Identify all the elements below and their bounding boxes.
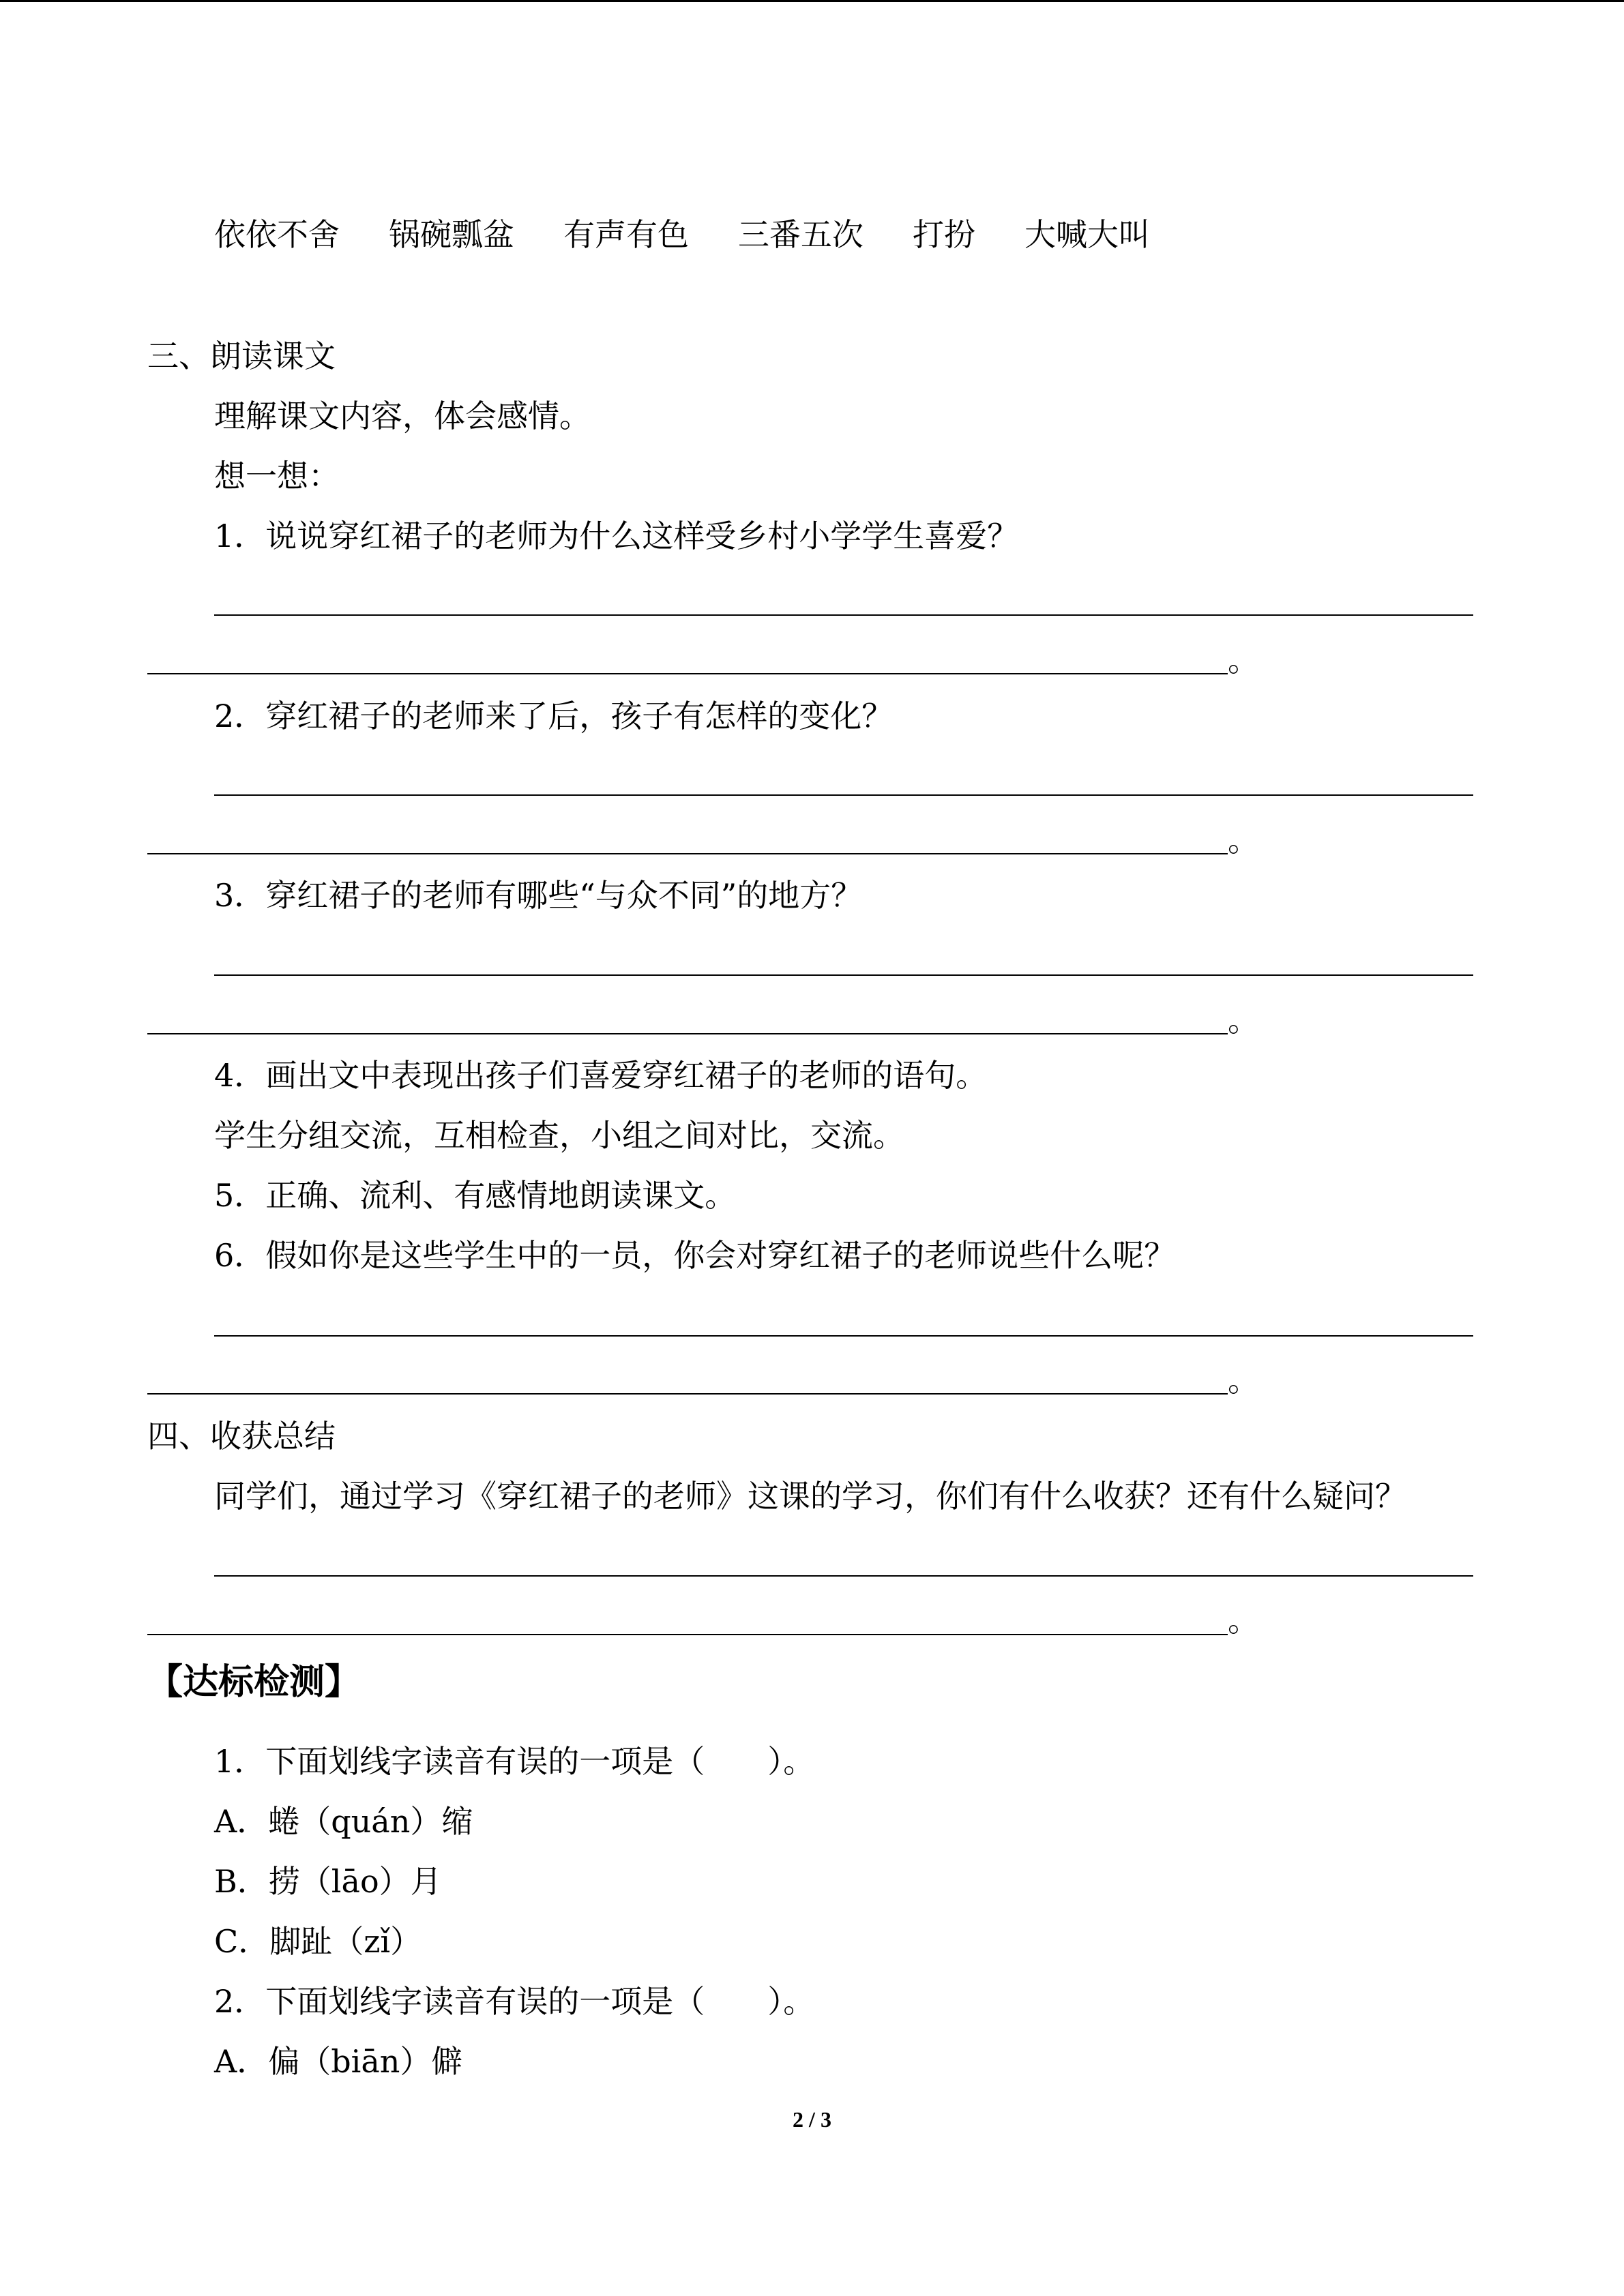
vocab-row (214, 214, 1199, 255)
vocab-word: 三番五次 (738, 216, 863, 253)
answer-line[interactable] (147, 1033, 1228, 1034)
answer-line[interactable] (147, 673, 1228, 674)
check-question-2: 2．下面划线字读音有误的一项是（ ）。 (214, 1983, 815, 2020)
question-4-note: 学生分组交流，互相检查，小组之间对比，交流。 (214, 1117, 904, 1154)
check-q1-option-c: C．脚趾（zǐ） (214, 1923, 422, 1960)
answer-end-mark: 。 (1228, 642, 1259, 679)
vocab-word: 打扮 (913, 216, 975, 253)
section3-title: 三、朗读课文 (147, 338, 336, 374)
check-heading: 【达标检测】 (147, 1662, 361, 1703)
page-number: 2 / 3 (793, 2107, 831, 2132)
answer-line[interactable] (214, 974, 1473, 976)
answer-end-mark: 。 (1228, 822, 1259, 859)
question-2: 2．穿红裙子的老师来了后，孩子有怎样的变化？ (214, 698, 894, 734)
vocab-word: 大喊大叫 (1024, 216, 1150, 253)
check-q1-option-b: B．捞（lāo）月 (214, 1863, 442, 1900)
question-4: 4．画出文中表现出孩子们喜爱穿红裙子的老师的语句。 (214, 1057, 988, 1094)
check-q2-option-a: A．偏（biān）僻 (214, 2043, 463, 2080)
section4-title: 四、收获总结 (147, 1418, 336, 1455)
vocab-word: 锅碗瓢盆 (389, 216, 514, 253)
answer-line[interactable] (147, 853, 1228, 854)
answer-line[interactable] (214, 1575, 1473, 1577)
question-1: 1．说说穿红裙子的老师为什么这样受乡村小学学生喜爱？ (214, 518, 1019, 554)
vocab-word: 有声有色 (563, 216, 689, 253)
vocab-word: 依依不舍 (214, 216, 340, 253)
answer-line[interactable] (214, 794, 1473, 796)
answer-line[interactable] (147, 1393, 1228, 1395)
answer-line[interactable] (147, 1634, 1228, 1635)
section3-think: 想一想： (214, 458, 340, 494)
question-6: 6．假如你是这些学生中的一员，你会对穿红裙子的老师说些什么呢？ (214, 1237, 1176, 1274)
answer-end-mark: 。 (1228, 1002, 1259, 1039)
answer-end-mark: 。 (1228, 1362, 1259, 1399)
check-q1-option-a: A．蜷（quán）缩 (214, 1803, 473, 1840)
page-top-border (0, 0, 1624, 2)
check-question-1: 1．下面划线字读音有误的一项是（ ）。 (214, 1743, 815, 1780)
answer-line[interactable] (214, 614, 1473, 616)
section3-intro: 理解课文内容，体会感情。 (214, 398, 591, 434)
question-5: 5．正确、流利、有感情地朗读课文。 (214, 1177, 737, 1214)
question-3: 3．穿红裙子的老师有哪些“与众不同”的地方？ (214, 877, 863, 914)
section4-text: 同学们，通过学习《穿红裙子的老师》这课的学习，你们有什么收获？还有什么疑问？ (214, 1478, 1406, 1515)
answer-end-mark: 。 (1228, 1602, 1259, 1639)
answer-line[interactable] (214, 1335, 1473, 1337)
